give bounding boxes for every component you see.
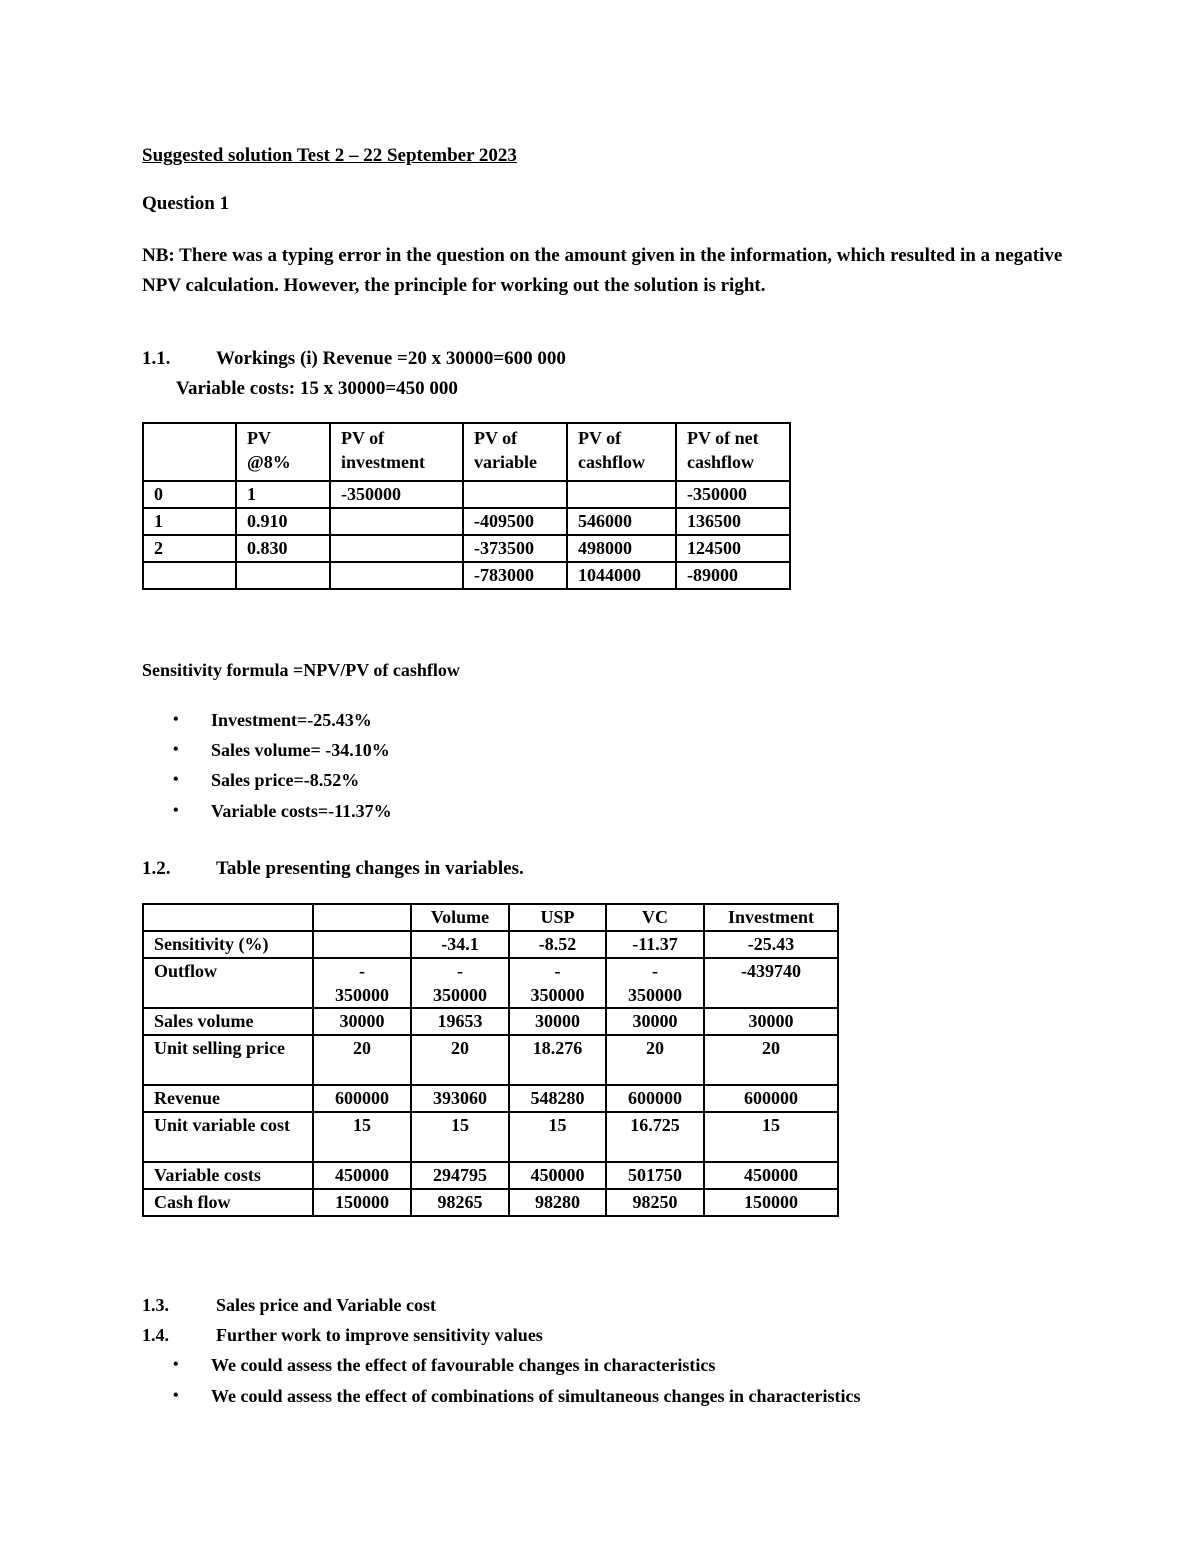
table-cell: 2 [143,535,236,562]
table-cell: 1 [143,508,236,535]
table-cell: -373500 [463,535,567,562]
table-row [143,1035,838,1085]
table-cell: 150000 [313,1189,411,1216]
table-row [143,931,838,958]
table-row [143,1085,838,1112]
table-cell [330,508,463,535]
section-1-4 [142,1324,543,1346]
table-cell: -8.52 [509,931,606,958]
nb-label: NB [142,245,169,266]
table-cell: 20 [606,1035,704,1085]
table-cell: -409500 [463,508,567,535]
table-cell [463,481,567,508]
table-cell: -89000 [676,562,790,589]
table-cell: 600000 [704,1085,838,1112]
section-text: Further work to improve sensitivity values [216,1325,543,1345]
table-cell: 546000 [567,508,676,535]
table-cell: - 350000 [606,958,704,1008]
table-cell: -439740 [704,958,838,1008]
list-item: • Sales volume= -34.10% [173,740,390,760]
table-row [143,481,790,508]
header-cell [313,904,411,931]
table-cell: 450000 [509,1162,606,1189]
row-label: Variable costs [143,1162,313,1189]
table-cell: - 350000 [509,958,606,1008]
table-cell: 0.830 [236,535,330,562]
row-label: Revenue [143,1085,313,1112]
table-cell: 294795 [411,1162,509,1189]
table-row [143,958,838,1008]
table-cell: -350000 [330,481,463,508]
table-row [143,1162,838,1189]
table-cell: 136500 [676,508,790,535]
pv-table-header [143,423,790,481]
table-cell: 98250 [606,1189,704,1216]
bullet-icon: • [173,711,179,728]
table-cell [330,535,463,562]
table-cell: 15 [313,1112,411,1162]
table-cell: 150000 [704,1189,838,1216]
header-cell: PV of variable [463,423,567,481]
table-cell: 0 [143,481,236,508]
header-cell: Volume [411,904,509,931]
question-heading: Question 1 [142,193,230,214]
table-cell: - 350000 [411,958,509,1008]
header-cell [143,904,313,931]
list-item: • We could assess the effect of favourable changes in characteristics [173,1355,716,1375]
table-cell: -783000 [463,562,567,589]
row-label: Unit selling price [143,1035,313,1085]
table-cell [330,562,463,589]
table-cell: 501750 [606,1162,704,1189]
table-total-row [143,562,790,589]
variables-table-header [143,904,838,931]
list-item: • Variable costs=-11.37% [173,801,392,821]
table-cell: 15 [509,1112,606,1162]
section-number: 1.1. [142,348,171,369]
header-cell: USP [509,904,606,931]
pv-table [142,422,791,590]
row-label: Cash flow [143,1189,313,1216]
row-label: Outflow [143,958,313,1008]
table-cell: 0.910 [236,508,330,535]
table-cell: 15 [704,1112,838,1162]
table-cell: -350000 [676,481,790,508]
table-cell: 16.725 [606,1112,704,1162]
bullet-icon: • [173,1356,179,1373]
table-cell: 19653 [411,1008,509,1035]
header-cell: PV of net cashflow [676,423,790,481]
section-1-3 [142,1294,436,1316]
section-1-1 [142,348,566,370]
table-cell: 498000 [567,535,676,562]
nb-paragraph [142,241,1072,300]
table-cell [567,481,676,508]
table-cell: 124500 [676,535,790,562]
table-cell: 30000 [704,1008,838,1035]
table-cell: 18.276 [509,1035,606,1085]
table-cell [236,562,330,589]
table-row [143,1112,838,1162]
section-number: 1.3. [142,1295,169,1315]
section-number: 1.2. [142,858,171,879]
variables-table [142,903,839,1217]
table-row [143,1008,838,1035]
bullet-icon: • [173,1387,179,1404]
row-label: Unit variable cost [143,1112,313,1162]
table-cell: 450000 [313,1162,411,1189]
table-cell [313,931,411,958]
list-item: • Investment=-25.43% [173,710,372,730]
table-cell: - 350000 [313,958,411,1008]
section-text: Sales price and Variable cost [216,1295,437,1315]
table-cell: 548280 [509,1085,606,1112]
table-cell: 30000 [509,1008,606,1035]
table-cell: 15 [411,1112,509,1162]
table-cell: 393060 [411,1085,509,1112]
table-row [143,1189,838,1216]
section-number: 1.4. [142,1325,169,1345]
table-cell: -25.43 [704,931,838,958]
table-cell: 600000 [606,1085,704,1112]
table-cell: 30000 [606,1008,704,1035]
table-cell [143,562,236,589]
list-item: • We could assess the effect of combinations of simultaneous changes in characteristics [173,1386,861,1406]
bullet-icon: • [173,741,179,758]
row-label: Sensitivity (%) [143,931,313,958]
section-heading: Table presenting changes in variables. [216,858,524,879]
section-1-2 [142,858,524,880]
table-cell: -34.1 [411,931,509,958]
header-cell [143,423,236,481]
table-cell: 20 [313,1035,411,1085]
table-cell: 600000 [313,1085,411,1112]
table-row [143,508,790,535]
header-cell: VC [606,904,704,931]
table-cell: 98265 [411,1189,509,1216]
bullet-icon: • [173,802,179,819]
header-cell: PV of cashflow [567,423,676,481]
table-cell: 30000 [313,1008,411,1035]
table-row [143,535,790,562]
workings-variable-costs: Variable costs: 15 x 30000=450 000 [176,378,458,399]
list-item: • Sales price=-8.52% [173,770,360,790]
row-label: Sales volume [143,1008,313,1035]
table-cell: 1 [236,481,330,508]
bullet-icon: • [173,771,179,788]
document-title: Suggested solution Test 2 – 22 September 2023 [142,145,517,166]
header-cell: Investment [704,904,838,931]
table-cell: 20 [411,1035,509,1085]
header-cell: PV @8% [236,423,330,481]
table-cell: -11.37 [606,931,704,958]
table-cell: 1044000 [567,562,676,589]
table-cell: 450000 [704,1162,838,1189]
nb-text: : There was a typing error in the question on the amount given in the information, which resulted in a negative NPV calculation. However, the principle for working out the solution is right. [142,245,1063,296]
workings-revenue: Workings (i) Revenue =20 x 30000=600 000 [216,348,566,369]
sensitivity-formula: Sensitivity formula =NPV/PV of cashflow [142,660,460,680]
header-cell: PV of investment [330,423,463,481]
table-cell: 20 [704,1035,838,1085]
table-cell: 98280 [509,1189,606,1216]
